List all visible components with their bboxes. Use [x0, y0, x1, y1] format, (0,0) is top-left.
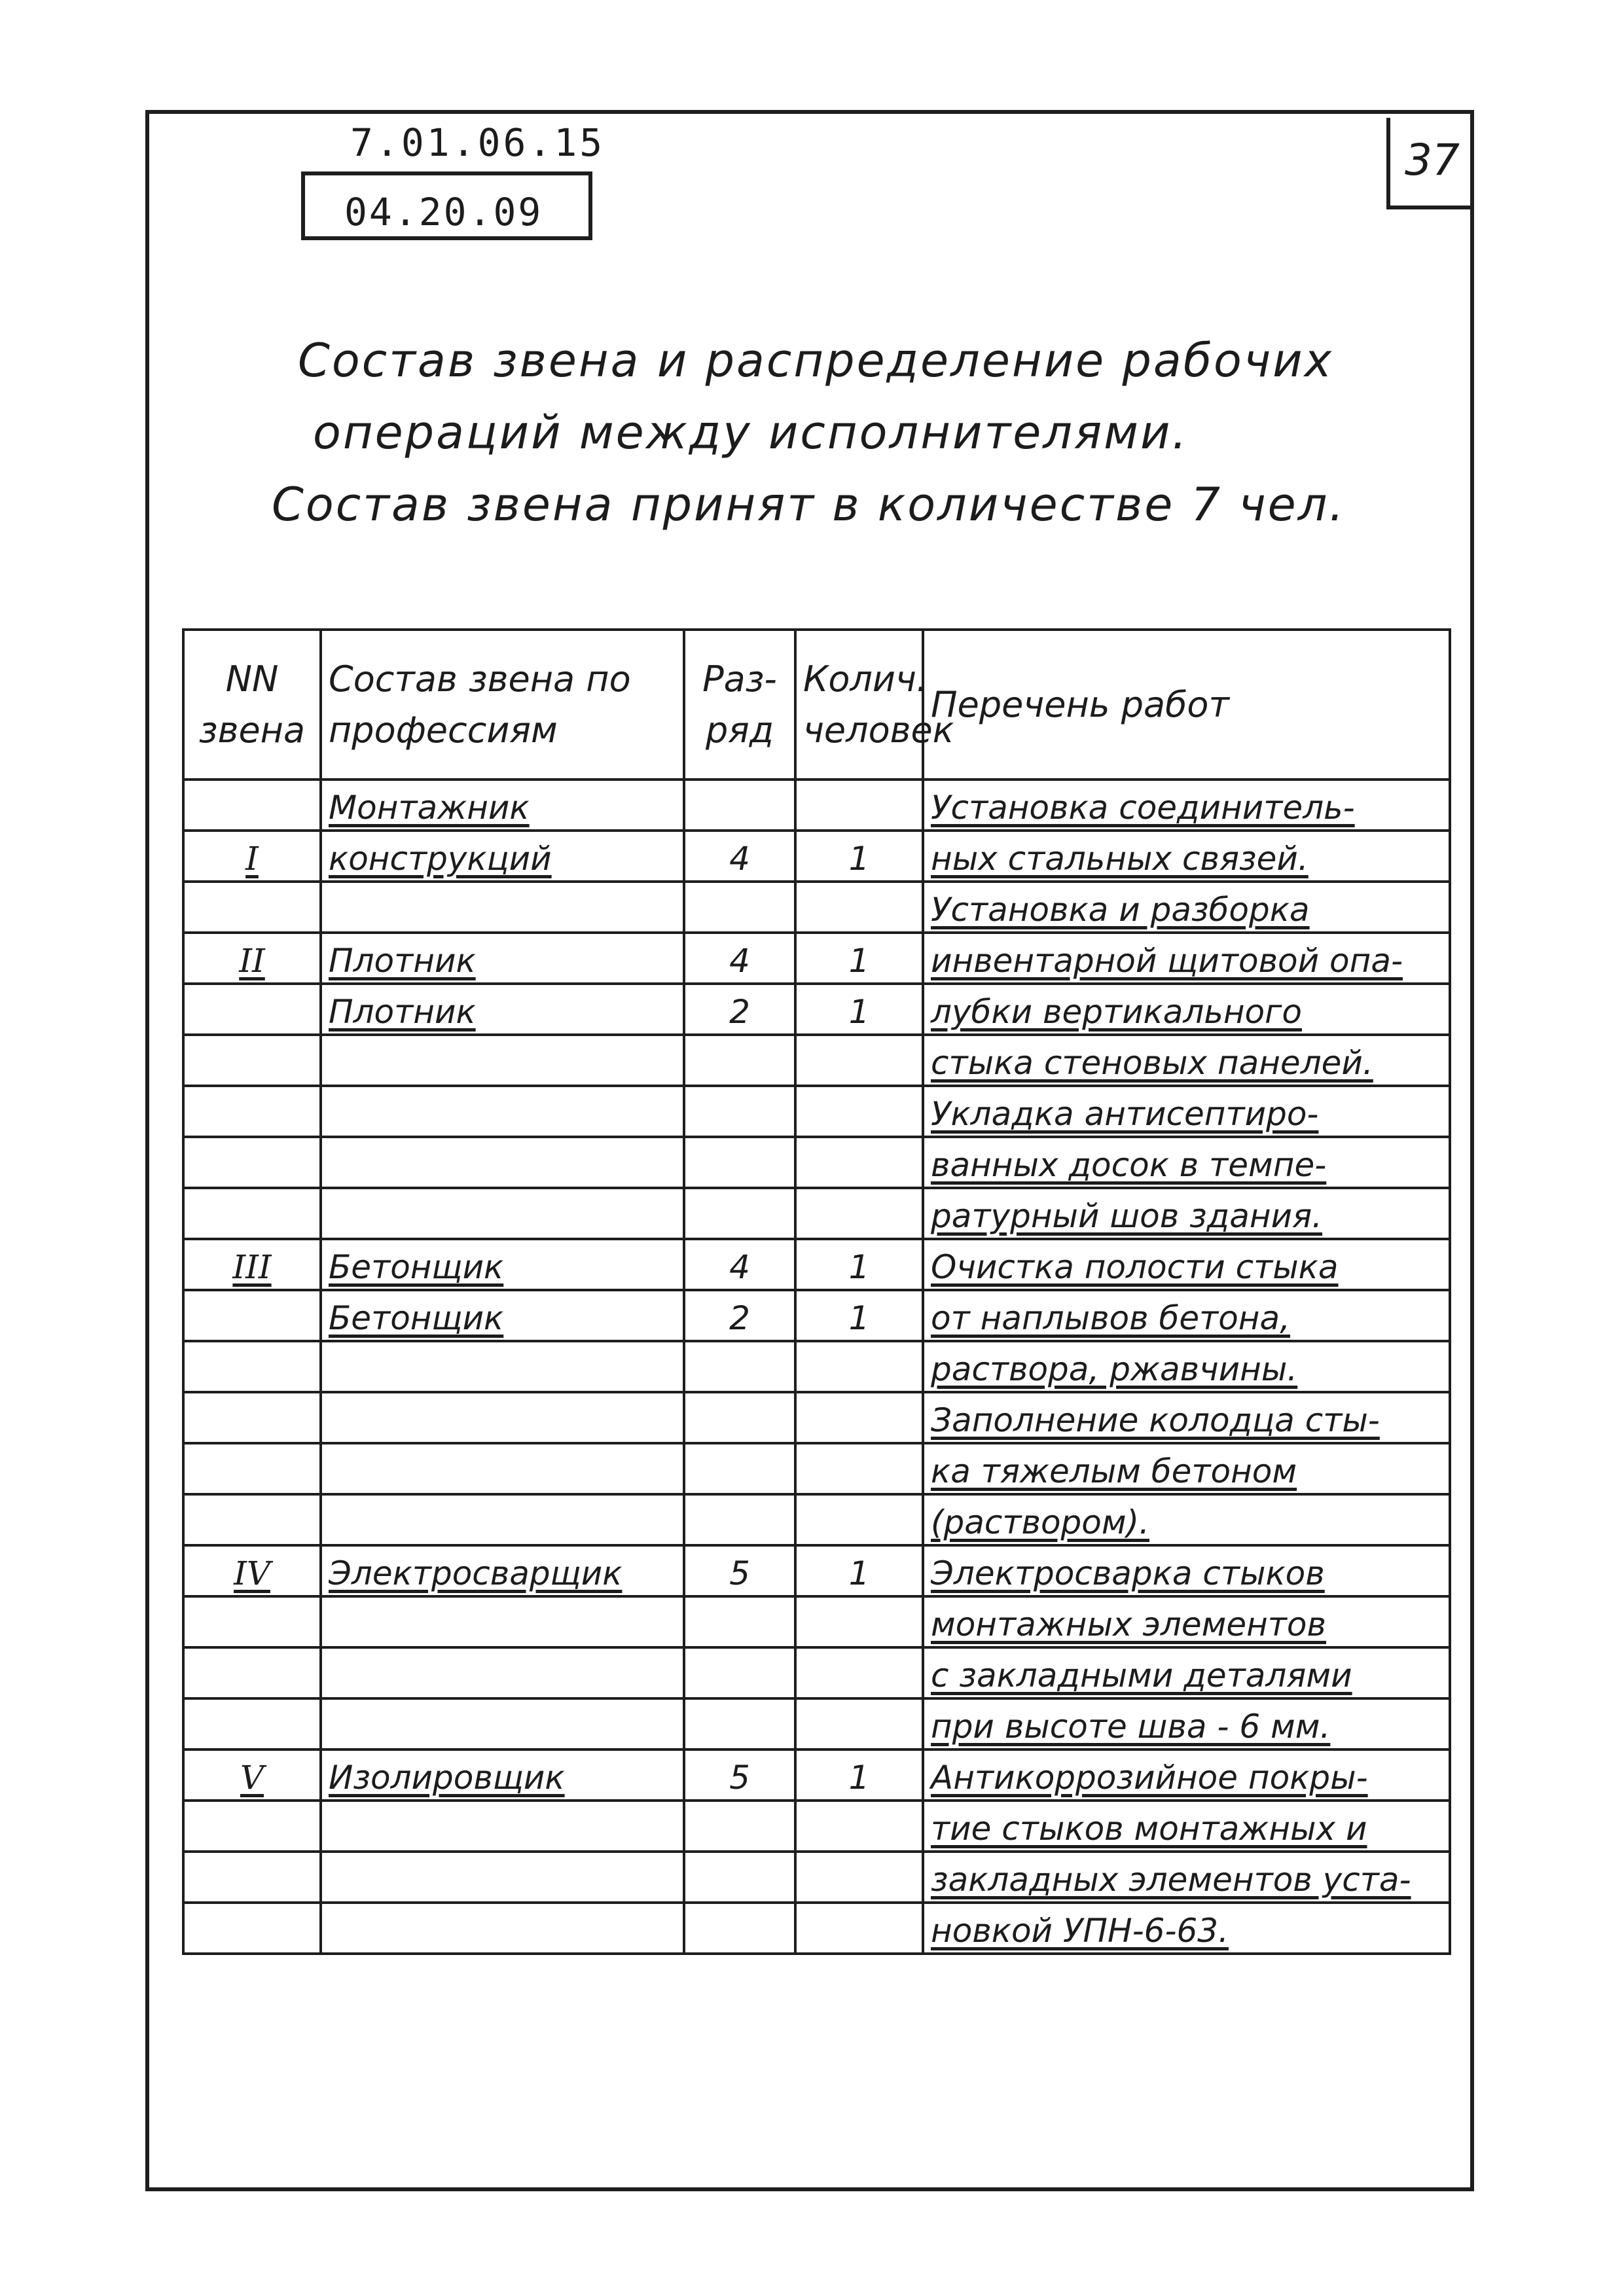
quantity-cell: 1: [795, 1290, 923, 1341]
works-cell: с закладными деталями: [923, 1647, 1450, 1698]
profession-cell: Монтажник: [321, 780, 684, 831]
works-cell: закладных элементов уста-: [923, 1852, 1450, 1903]
works-cell: новкой УПН-6-63.: [923, 1903, 1450, 1954]
quantity-cell: [795, 882, 923, 933]
grade-cell: [684, 1852, 795, 1903]
quantity-cell: [795, 1086, 923, 1137]
crew-number-cell: [183, 1188, 321, 1239]
grade-cell: [684, 1443, 795, 1494]
profession-cell: [321, 1647, 684, 1698]
crew-number-cell: III: [183, 1239, 321, 1290]
quantity-cell: [795, 1801, 923, 1852]
grade-cell: [684, 1801, 795, 1852]
works-cell: Укладка антисептиро-: [923, 1086, 1450, 1137]
grade-cell: [684, 882, 795, 933]
profession-cell: [321, 1698, 684, 1749]
profession-cell: [321, 1443, 684, 1494]
grade-cell: [684, 1188, 795, 1239]
heading-line-2: операций между исполнителями.: [313, 406, 1189, 459]
grade-cell: [684, 780, 795, 831]
quantity-cell: 1: [795, 831, 923, 882]
table-row: [183, 1903, 1450, 1954]
works-cell: Установка соединитель-: [923, 780, 1450, 831]
crew-number-cell: [183, 1035, 321, 1086]
profession-cell: Бетонщик: [321, 1290, 684, 1341]
grade-cell: 4: [684, 933, 795, 984]
crew-number-cell: [183, 1596, 321, 1647]
table-row: [183, 1086, 1450, 1137]
profession-cell: конструкций: [321, 831, 684, 882]
quantity-cell: [795, 1188, 923, 1239]
works-cell: (раствором).: [923, 1494, 1450, 1545]
profession-cell: Плотник: [321, 933, 684, 984]
profession-cell: [321, 1494, 684, 1545]
works-cell: тие стыков монтажных и: [923, 1801, 1450, 1852]
table-body: [183, 780, 1450, 1954]
crew-number-cell: [183, 1341, 321, 1392]
document-code: 7.01.06.15: [350, 120, 605, 165]
profession-cell: Плотник: [321, 984, 684, 1035]
profession-cell: [321, 1801, 684, 1852]
quantity-cell: [795, 1035, 923, 1086]
profession-cell: [321, 1188, 684, 1239]
profession-cell: [321, 1137, 684, 1188]
works-cell: Электросварка стыков: [923, 1545, 1450, 1596]
table-row: [183, 1596, 1450, 1647]
table-row: [183, 780, 1450, 831]
works-cell: лубки вертикального: [923, 984, 1450, 1035]
table-row: [183, 1392, 1450, 1443]
works-cell: Установка и разборка: [923, 882, 1450, 933]
grade-cell: 2: [684, 1290, 795, 1341]
table-row: [183, 984, 1450, 1035]
grade-cell: 5: [684, 1545, 795, 1596]
profession-cell: Бетонщик: [321, 1239, 684, 1290]
crew-number-cell: II: [183, 933, 321, 984]
crew-number-cell: [183, 1801, 321, 1852]
table-row: [183, 1239, 1450, 1290]
crew-number-cell: [183, 1443, 321, 1494]
crew-number-cell: [183, 1903, 321, 1954]
document-sub-code: 04.20.09: [301, 171, 592, 240]
crew-number-cell: [183, 1647, 321, 1698]
grade-cell: 5: [684, 1749, 795, 1801]
works-cell: ванных досок в темпе-: [923, 1137, 1450, 1188]
crew-number-cell: [183, 1290, 321, 1341]
profession-cell: [321, 1852, 684, 1903]
heading-line-1: Состав звена и распределение рабочих: [298, 334, 1334, 387]
table-row: [183, 1443, 1450, 1494]
crew-number-cell: [183, 1086, 321, 1137]
grade-cell: [684, 1647, 795, 1698]
works-cell: ных стальных связей.: [923, 831, 1450, 882]
profession-cell: Электросварщик: [321, 1545, 684, 1596]
quantity-cell: [795, 1341, 923, 1392]
table-row: [183, 933, 1450, 984]
table-row: [183, 882, 1450, 933]
header-quantity: Колич. человек: [795, 630, 923, 780]
profession-cell: [321, 1035, 684, 1086]
grade-cell: [684, 1086, 795, 1137]
quantity-cell: [795, 1698, 923, 1749]
works-cell: Заполнение колодца сты-: [923, 1392, 1450, 1443]
table-row: [183, 1137, 1450, 1188]
table-row: [183, 1545, 1450, 1596]
grade-cell: [684, 1494, 795, 1545]
works-cell: Антикоррозийное покры-: [923, 1749, 1450, 1801]
works-cell: от наплывов бетона,: [923, 1290, 1450, 1341]
table-row: [183, 1801, 1450, 1852]
quantity-cell: 1: [795, 984, 923, 1035]
crew-number-cell: [183, 1698, 321, 1749]
header-grade: Раз-ряд: [684, 630, 795, 780]
crew-number-cell: [183, 1852, 321, 1903]
profession-cell: [321, 1086, 684, 1137]
grade-cell: 4: [684, 831, 795, 882]
works-cell: Очистка полости стыка: [923, 1239, 1450, 1290]
table-row: [183, 1290, 1450, 1341]
table-row: [183, 1852, 1450, 1903]
table-row: [183, 1188, 1450, 1239]
profession-cell: Изолировщик: [321, 1749, 684, 1801]
crew-number-cell: [183, 1494, 321, 1545]
quantity-cell: [795, 1137, 923, 1188]
profession-cell: [321, 1903, 684, 1954]
table-row: [183, 1647, 1450, 1698]
works-cell: монтажных элементов: [923, 1596, 1450, 1647]
grade-cell: [684, 1137, 795, 1188]
works-cell: стыка стеновых панелей.: [923, 1035, 1450, 1086]
quantity-cell: 1: [795, 1545, 923, 1596]
grade-cell: [684, 1392, 795, 1443]
quantity-cell: 1: [795, 1749, 923, 1801]
works-cell: раствора, ржавчины.: [923, 1341, 1450, 1392]
grade-cell: [684, 1596, 795, 1647]
table-row: [183, 1341, 1450, 1392]
table-row: [183, 1698, 1450, 1749]
crew-number-cell: IV: [183, 1545, 321, 1596]
crew-number-cell: [183, 882, 321, 933]
crew-number-cell: I: [183, 831, 321, 882]
works-cell: ратурный шов здания.: [923, 1188, 1450, 1239]
quantity-cell: [795, 1903, 923, 1954]
works-cell: при высоте шва - 6 мм.: [923, 1698, 1450, 1749]
grade-cell: [684, 1903, 795, 1954]
quantity-cell: [795, 1392, 923, 1443]
grade-cell: [684, 1698, 795, 1749]
table-row: [183, 1494, 1450, 1545]
crew-number-cell: [183, 780, 321, 831]
table-row: [183, 1749, 1450, 1801]
header-crew-number: NN звена: [183, 630, 321, 780]
crew-number-cell: [183, 984, 321, 1035]
profession-cell: [321, 1341, 684, 1392]
grade-cell: [684, 1035, 795, 1086]
table-row: [183, 831, 1450, 882]
works-cell: инвентарной щитовой опа-: [923, 933, 1450, 984]
works-cell: ка тяжелым бетоном: [923, 1443, 1450, 1494]
quantity-cell: [795, 780, 923, 831]
profession-cell: [321, 882, 684, 933]
page-number: 37: [1386, 118, 1474, 209]
crew-number-cell: [183, 1392, 321, 1443]
grade-cell: 2: [684, 984, 795, 1035]
quantity-cell: [795, 1852, 923, 1903]
table-row: [183, 1035, 1450, 1086]
header-profession: Состав звена по профессиям: [321, 630, 684, 780]
quantity-cell: [795, 1443, 923, 1494]
grade-cell: [684, 1341, 795, 1392]
header-works-list: Перечень работ: [923, 630, 1450, 780]
quantity-cell: [795, 1647, 923, 1698]
quantity-cell: 1: [795, 1239, 923, 1290]
quantity-cell: 1: [795, 933, 923, 984]
grade-cell: 4: [684, 1239, 795, 1290]
heading-line-3: Состав звена принят в количестве 7 чел.: [272, 478, 1346, 531]
profession-cell: [321, 1392, 684, 1443]
crew-table: [182, 628, 1451, 1955]
crew-number-cell: V: [183, 1749, 321, 1801]
quantity-cell: [795, 1494, 923, 1545]
table-header-row: [183, 630, 1450, 780]
quantity-cell: [795, 1596, 923, 1647]
crew-number-cell: [183, 1137, 321, 1188]
profession-cell: [321, 1596, 684, 1647]
